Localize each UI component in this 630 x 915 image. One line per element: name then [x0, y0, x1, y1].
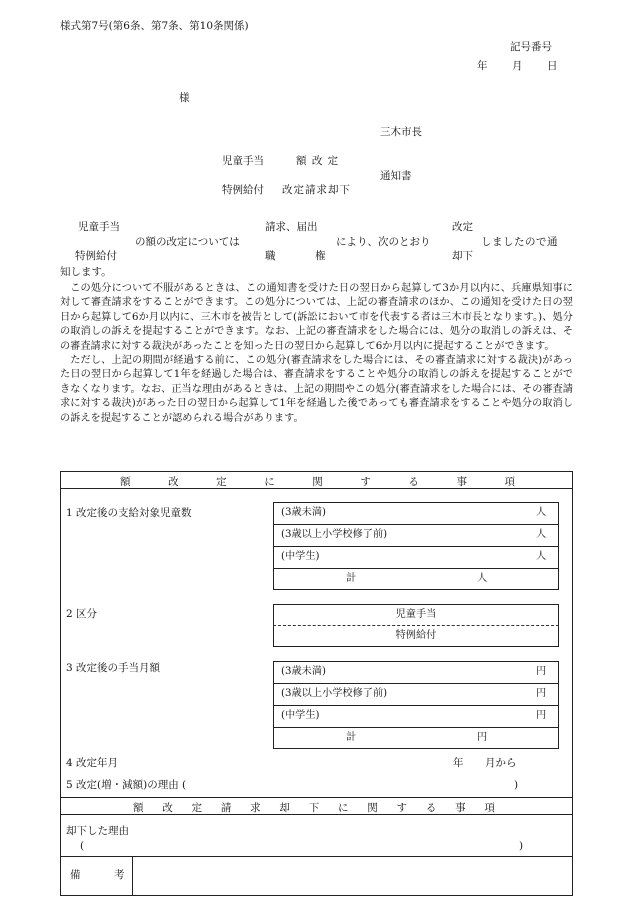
intro-shimashita: しましたので通 [481, 236, 558, 248]
count-row-unit: 人 [536, 529, 547, 540]
header-char: 関 [367, 802, 378, 814]
intro-niyori: により、次のとおり [336, 236, 431, 248]
remarks-label-a: 備 [70, 869, 81, 881]
divider [60, 797, 573, 798]
header-char: る [408, 476, 419, 488]
header-char: 却 [279, 802, 290, 814]
header-char: 事 [455, 802, 466, 814]
header-char: す [396, 802, 408, 814]
item2-label: 2 区分 [66, 608, 98, 620]
header-char: 求 [250, 802, 261, 814]
divider [60, 488, 573, 489]
amount-total-unit: 円 [477, 732, 488, 743]
reject-reason-label: 却下した理由 [66, 825, 129, 837]
header-char: 定 [191, 802, 203, 814]
intro-gaku: の額の改定については [135, 236, 240, 248]
form-number: 様式第7号(第6条、第7条、第10条関係) [60, 20, 249, 32]
intro-shoku: 職 [265, 250, 276, 262]
title-tokurei: 特例給付 [222, 184, 264, 196]
document-number-label: 記号番号 [510, 41, 552, 53]
count-row-unit: 人 [536, 507, 547, 518]
header-char: 請 [220, 802, 232, 814]
date-day: 日 [547, 60, 558, 72]
sender-name: 三木市長 [380, 126, 422, 138]
intro-seikyu: 請求、届出 [265, 221, 318, 233]
remarks-divider [132, 856, 133, 896]
title-jidou: 児童手当 [222, 155, 264, 167]
count-row-label: (中学生) [281, 551, 320, 562]
intro-shirase: 知します。 [60, 266, 112, 278]
divider [273, 727, 559, 728]
item5-label: 5 改定(増・減額)の理由 ( [66, 779, 187, 791]
intro-jidou: 児童手当 [78, 221, 120, 233]
time-limit-paragraph: ただし、上記の期間が経過する前に、この処分(審査請求をした場合には、その審査請求に対する裁決)があった日の翌日から起算して1年を経過した場合は、審査請求をすることや処分の取消しの訴えを提起することができなくなります。なお、正当な理由があるときは、上記の期間やこの処分(審査請求をした場合には、その審査請求に対する裁決)があった日の翌日から起算して1年を経過した後であっても審査請求をすることや処分の取消しの訴えを提起することが認められる場合があります。 [60, 355, 573, 424]
amount-total-label: 計 [346, 732, 357, 743]
count-total-label: 計 [346, 573, 357, 584]
header-char: 下 [308, 802, 320, 814]
item1-label: 1 改定後の支給対象児童数 [66, 507, 192, 519]
item4-label: 4 改定年月 [66, 757, 119, 769]
header-char: 額 [133, 802, 144, 814]
item5-close: ) [514, 779, 519, 791]
intro-kyakka: 却下 [452, 250, 473, 262]
amount-row-unit: 円 [536, 710, 547, 721]
header-char: 定 [216, 476, 227, 488]
title-gaku-kaitei: 額 改 定 [296, 155, 340, 167]
intro-kaitei: 改定 [452, 221, 473, 233]
date-month: 月 [512, 60, 523, 72]
divider [60, 814, 573, 815]
date-year: 年 [477, 60, 488, 72]
amount-row-label: (3歳未満) [281, 666, 326, 677]
amount-row-label: (3歳以上小学校修了前) [281, 688, 388, 699]
section2-header [133, 800, 495, 815]
category-jidou: 児童手当 [395, 609, 437, 620]
item3-label: 3 改定後の手当月額 [66, 662, 161, 674]
addressee-suffix: 様 [179, 92, 190, 104]
header-char: 事 [456, 476, 467, 488]
item4-month-from: 月から [485, 757, 517, 769]
section1-header [120, 474, 515, 489]
count-total-unit: 人 [477, 573, 488, 584]
category-tokurei: 特例給付 [395, 630, 437, 641]
item4-year: 年 [453, 757, 464, 769]
header-char: 改 [162, 802, 173, 814]
count-row-label: (3歳以上小学校修了前) [281, 529, 388, 540]
header-char: 項 [504, 476, 515, 488]
count-row-label: (3歳未満) [281, 507, 326, 518]
amount-row-unit: 円 [536, 666, 547, 677]
header-char: る [425, 802, 437, 814]
count-row-unit: 人 [536, 551, 547, 562]
reject-reason-close: ) [519, 840, 524, 852]
header-char: 項 [484, 802, 495, 814]
header-char: 関 [312, 476, 323, 488]
header-char: に [264, 476, 275, 488]
reject-reason-open: ( [80, 840, 85, 852]
notice-body [60, 282, 573, 426]
divider [60, 856, 573, 857]
appeal-paragraph: この処分について不服があるときは、この通知書を受けた日の翌日から起算して3か月以内に、兵庫県知事に対して審査請求をすることができます。この処分については、上記の審査請求のほか、この通知を受けた日の翌日から起算して6か月以内に、三木市を被告として(訴訟において市を代表する者は三木市長となります。)、処分の取消しの訴えを提起することができます。なお、上記の審査請求をした場合には、処分の取消しの訴えは、その審査請求に対する裁決があったことを知った日の翌日から起算して6か月以内に提起することができます。 [60, 283, 573, 352]
divider [273, 568, 559, 569]
header-char: 額 [120, 476, 131, 488]
title-tsuchisho: 通知書 [380, 170, 412, 182]
header-char: に [337, 802, 349, 814]
amount-row-label: (中学生) [281, 710, 320, 721]
intro-tokurei: 特例給付 [75, 250, 117, 262]
header-char: 改 [168, 476, 179, 488]
amount-row-unit: 円 [536, 688, 547, 699]
header-char: す [360, 476, 371, 488]
title-kaitei-kyakka: 改定請求却下 [282, 184, 351, 196]
intro-ken: 権 [315, 250, 326, 262]
remarks-label-b: 考 [114, 869, 125, 881]
